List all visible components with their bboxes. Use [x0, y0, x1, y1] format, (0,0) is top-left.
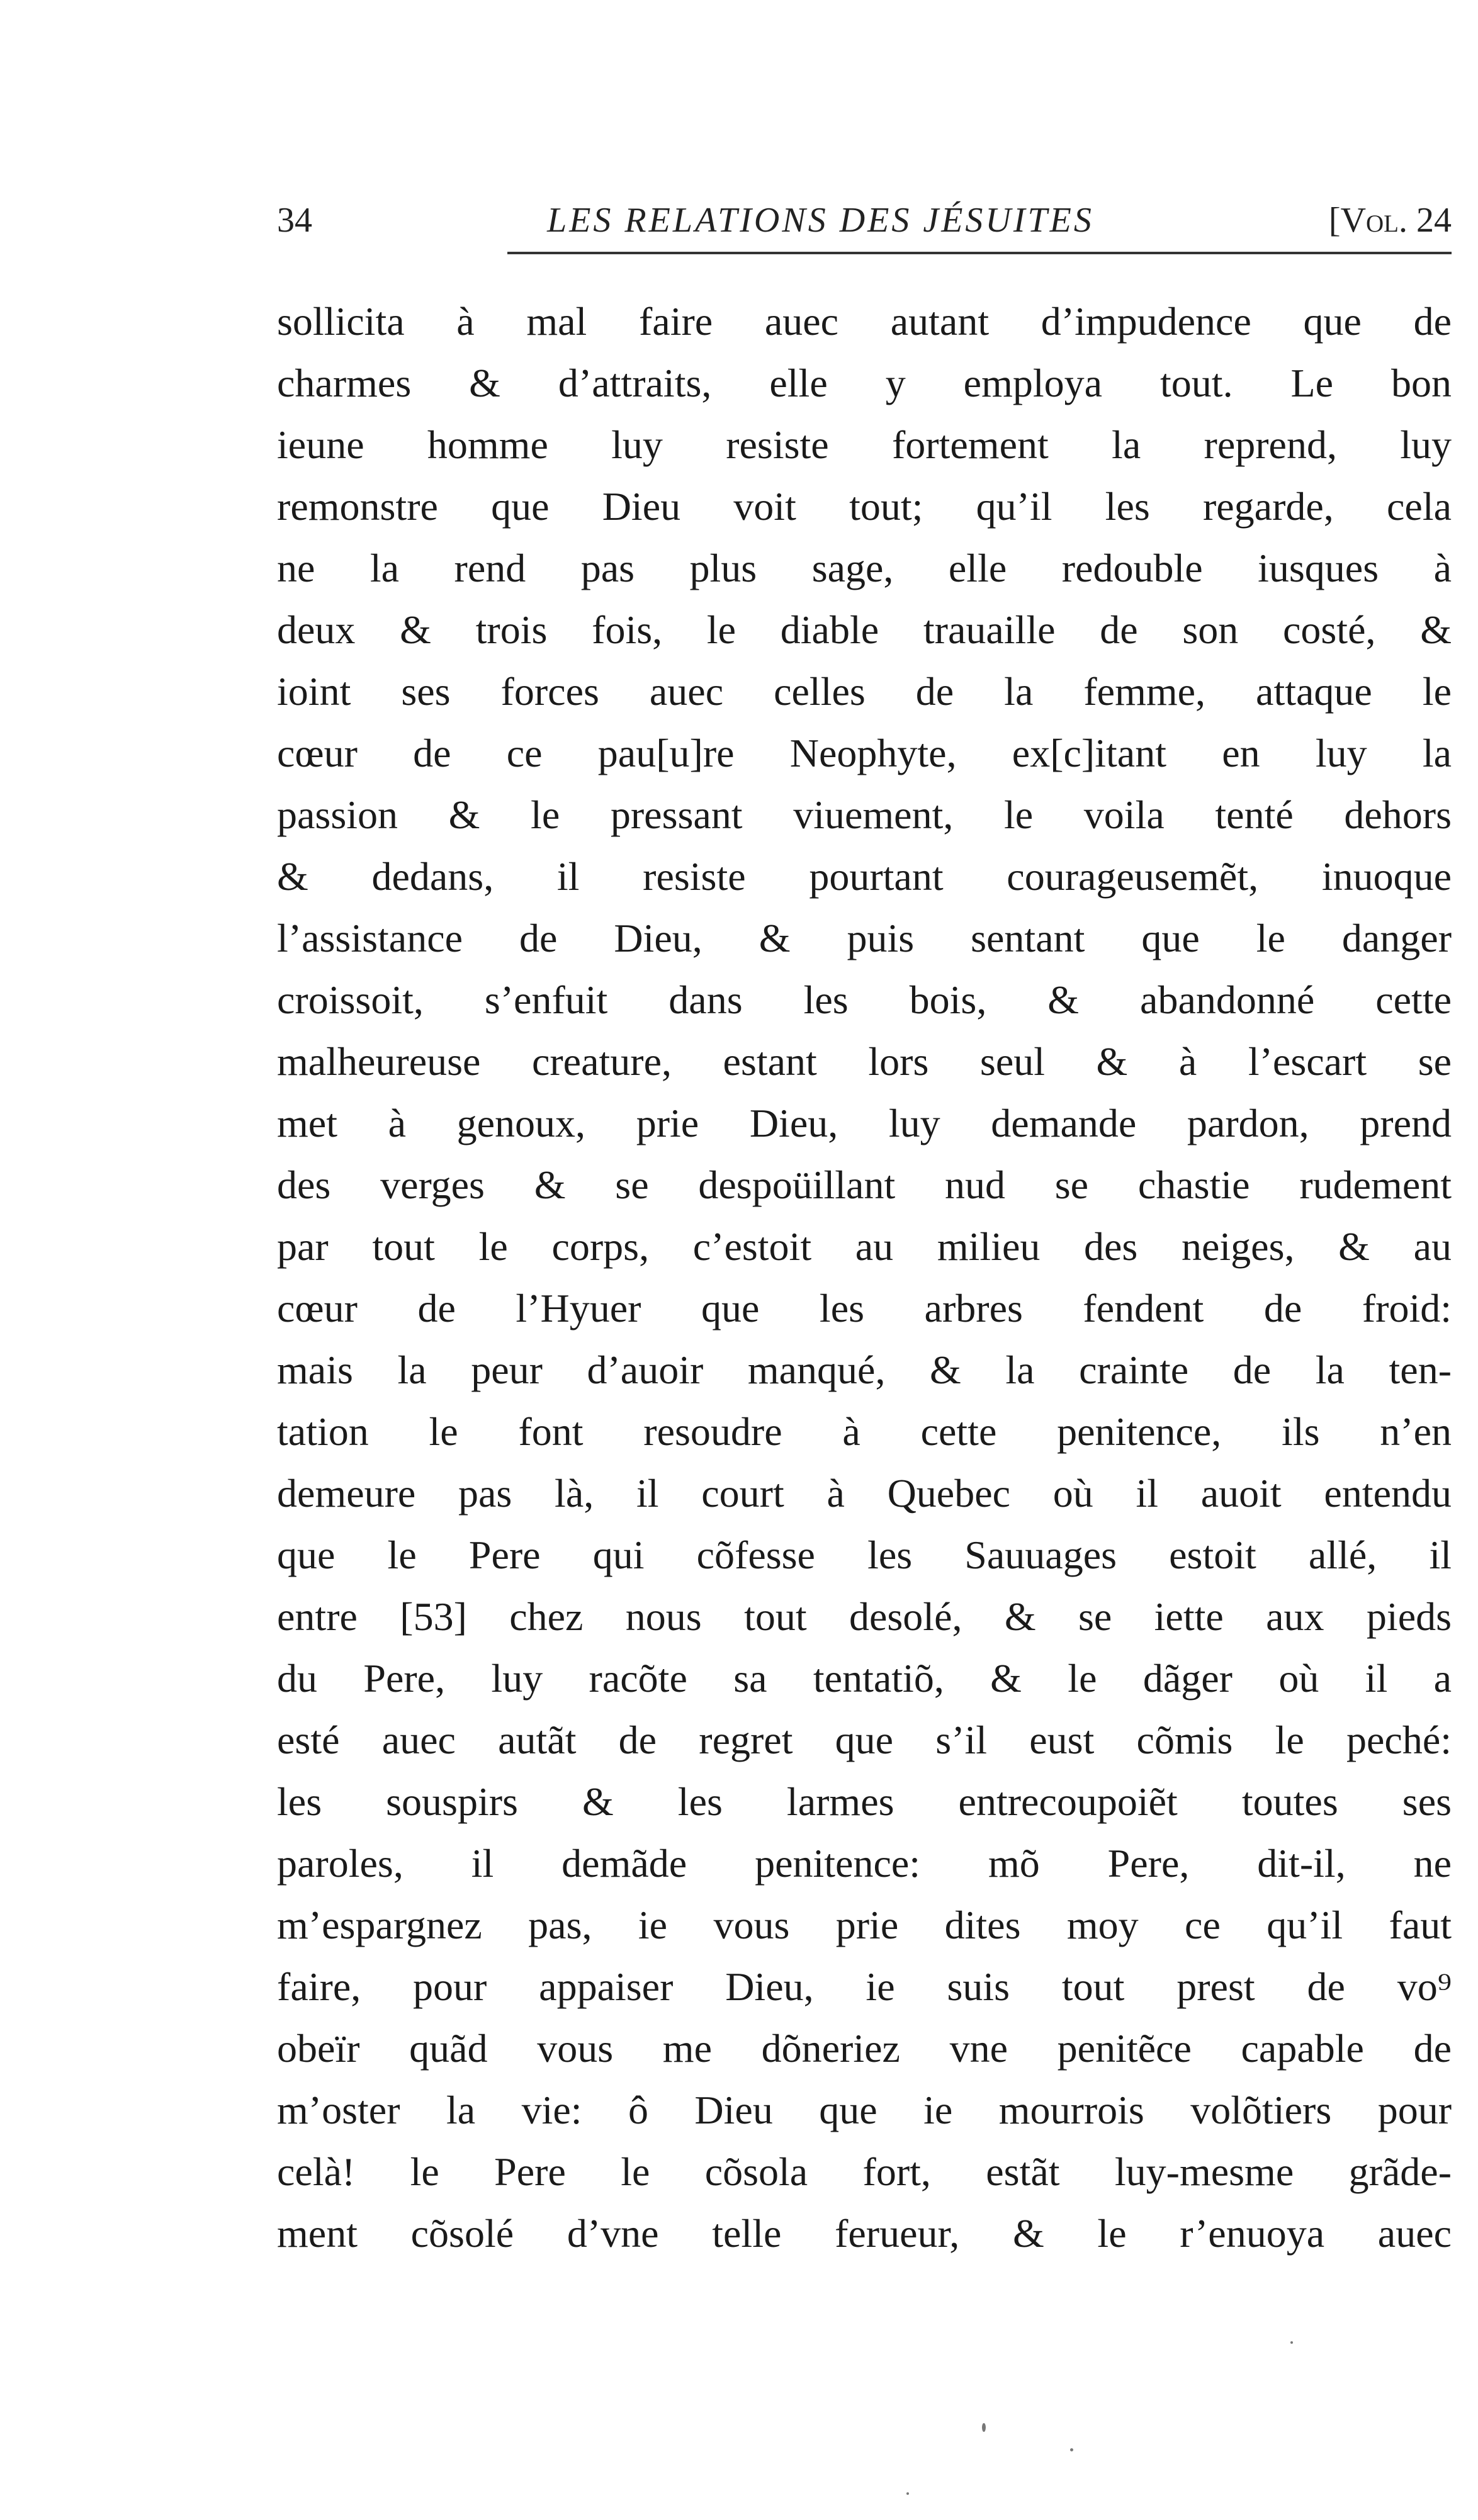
scan-speck [906, 2492, 909, 2495]
page-number: 34 [277, 201, 312, 240]
text-line: croissoit, s’enfuit dans les bois, & abandonné cette [277, 977, 1452, 1022]
scan-speck [1070, 2448, 1073, 2451]
text-line: par tout le corps, c’estoit au milieu des neiges, & au [277, 1224, 1452, 1269]
text-line: deux & trois fois, le diable trauaille de son costé, & [277, 607, 1452, 652]
body-text [277, 291, 1452, 2264]
text-line: mais la peur d’auoir manqué, & la crainte de la ten- [277, 1347, 1452, 1392]
text-line: met à genoux, prie Dieu, luy demande pardon, prend [277, 1101, 1452, 1145]
text-line: que le Pere qui cõfesse les Sauuages estoit allé, il [277, 1533, 1452, 1577]
scan-speck [982, 2423, 986, 2432]
text-line: cœur de l’Hyuer que les arbres fendent de froid: [277, 1286, 1452, 1330]
text-line: remonstre que Dieu voit tout; qu’il les regarde, cela [277, 484, 1452, 529]
text-line: paroles, il demãde penitence: mõ Pere, dit-il, ne [277, 1841, 1452, 1886]
text-line: ieune homme luy resiste fortement la reprend, luy [277, 422, 1452, 467]
text-line: ne la rend pas plus sage, elle redouble iusques à [277, 546, 1452, 590]
text-line: tation le font resoudre à cette penitence, ils n’en [277, 1409, 1452, 1454]
text-line: charmes & d’attraits, elle y employa tout. Le bon [277, 361, 1452, 405]
text-line: celà! le Pere le cõsola fort, estãt luy-mesme grãde- [277, 2149, 1452, 2194]
header-rule [507, 252, 1452, 254]
text-line: passion & le pressant viuement, le voila tenté dehors [277, 792, 1452, 837]
text-line: faire, pour appaiser Dieu, ie suis tout prest de vo⁹ [277, 1964, 1452, 2009]
text-line: entre [53] chez nous tout desolé, & se iette aux pieds [277, 1594, 1452, 1639]
text-line: m’espargnez pas, ie vous prie dites moy ce qu’il faut [277, 1903, 1452, 1947]
text-line: esté auec autãt de regret que s’il eust cõmis le peché: [277, 1718, 1452, 1762]
text-line: l’assistance de Dieu, & puis sentant que le danger [277, 916, 1452, 960]
volume-label: [Vol. 24 [1328, 201, 1452, 240]
text-line: demeure pas là, il court à Quebec où il auoit entendu [277, 1471, 1452, 1516]
running-title: LES RELATIONS DES JÉSUITES [547, 201, 1094, 240]
text-line: obeïr quãd vous me dõneriez vne penitẽce capable de [277, 2026, 1452, 2071]
text-line: malheureuse creature, estant lors seul & à l’escart se [277, 1039, 1452, 1084]
running-head [277, 200, 1452, 257]
scan-speck [1290, 2341, 1293, 2344]
text-line: ment cõsolé d’vne telle ferueur, & le r’enuoya auec [277, 2211, 1452, 2256]
text-line: ioint ses forces auec celles de la femme, attaque le [277, 669, 1452, 714]
text-line: du Pere, luy racõte sa tentatiõ, & le dãger où il a [277, 1656, 1452, 1701]
text-line: cœur de ce pau[u]re Neophyte, ex[c]itant en luy la [277, 731, 1452, 775]
text-line: des verges & se despoüillant nud se chastie rudement [277, 1162, 1452, 1207]
text-line: les souspirs & les larmes entrecoupoiẽt toutes ses [277, 1779, 1452, 1824]
text-line: m’oster la vie: ô Dieu que ie mourrois volõtiers pour [277, 2088, 1452, 2132]
text-line: & dedans, il resiste pourtant courageusemẽt, inuoque [277, 854, 1452, 899]
text-line: sollicita à mal faire auec autant d’impudence que de [277, 299, 1452, 344]
